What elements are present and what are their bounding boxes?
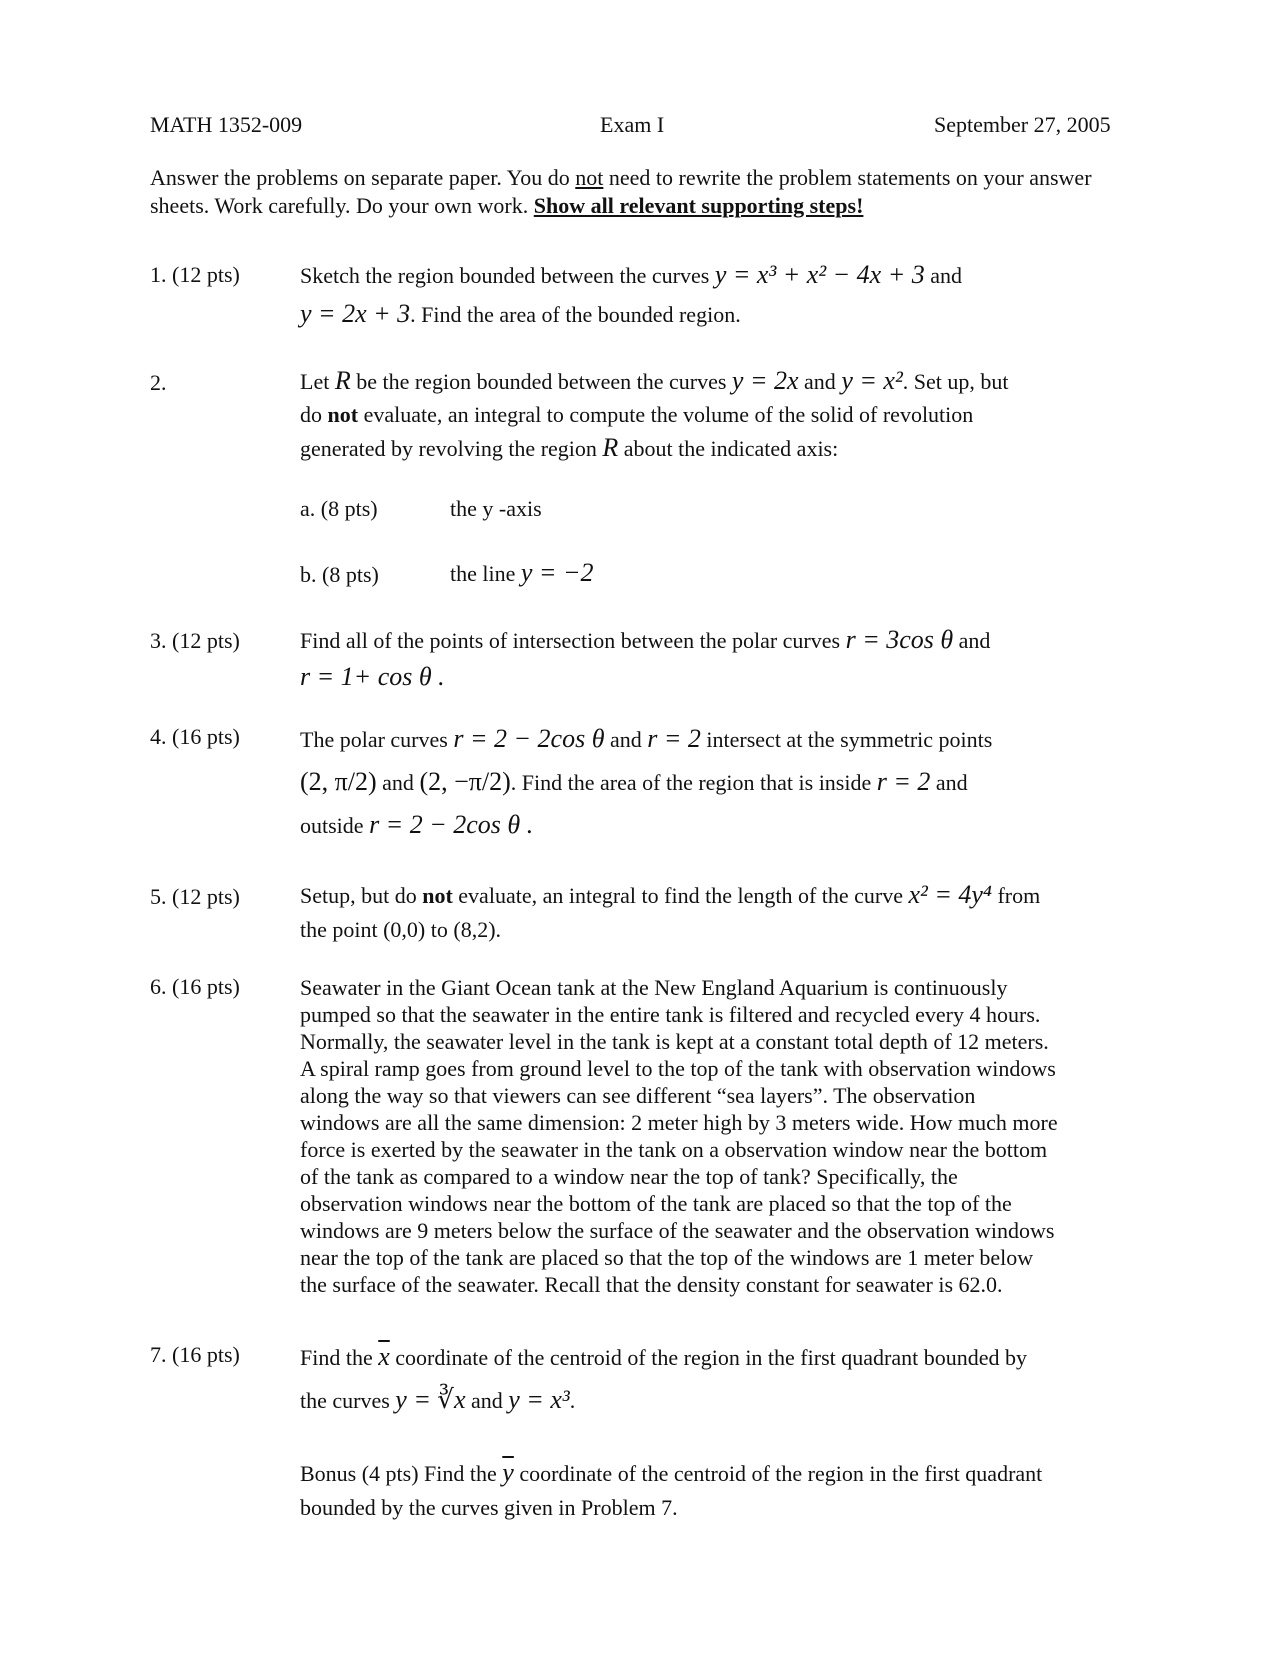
- p4-and: and: [609, 727, 642, 752]
- instructions-text-2: need to rewrite the problem statements on your answer sheets. Work carefully. Do your own work.: [150, 165, 1092, 218]
- problem-3-label: 3. (12 pts): [150, 628, 240, 653]
- instructions-not: not: [575, 165, 604, 190]
- p4-and3: and: [935, 770, 968, 795]
- p2-t5: evaluate, an integral to compute the volume of the solid of revolution: [363, 402, 974, 427]
- p3-eq1: r = 3cos θ: [845, 625, 954, 654]
- p6-line: of the tank as compared to a window near the top of tank? Specifically, the: [300, 1164, 958, 1189]
- p2-t2: be the region bounded between the curves: [356, 369, 727, 394]
- instructions-emphasis: Show all relevant supporting steps!: [533, 193, 864, 218]
- p5-t1: Setup, but do: [300, 883, 417, 908]
- p6-line: force is exerted by the seawater in the tank on a observation window near the bottom: [300, 1137, 1048, 1162]
- p3-and: and: [958, 628, 991, 653]
- p1-line2: . Find the area of the bounded region.: [410, 302, 741, 327]
- p2-t4: do: [300, 402, 322, 427]
- bonus-text: [300, 1456, 1130, 1525]
- problem-6-text: [300, 974, 1160, 1298]
- p1-eq1: y = x³ + x² − 4x + 3: [714, 260, 925, 289]
- p2-not: not: [327, 402, 359, 427]
- p2-a-label: a. (8 pts): [300, 496, 378, 521]
- p2-t6: generated by revolving the region: [300, 436, 597, 461]
- p5-t2: evaluate, an integral to find the length of the curve: [458, 883, 904, 908]
- p2-b-text: [450, 558, 594, 588]
- p6-line: Normally, the seawater level in the tank is kept at a constant total depth of 12 meters.: [300, 1029, 1049, 1054]
- p5-not: not: [422, 883, 453, 908]
- problem-2-label: 2.: [150, 370, 167, 395]
- p7-t4: .: [569, 1388, 576, 1413]
- problem-5-text: [300, 878, 1130, 947]
- problem-7-text: [300, 1336, 1130, 1422]
- p6-line: windows are 9 meters below the surface of the seawater and the observation windows: [300, 1218, 1055, 1243]
- p1-and: and: [930, 263, 963, 288]
- p4-eq4: r = 2 − 2cos θ .: [369, 810, 534, 839]
- exam-date: September 27, 2005: [934, 112, 1111, 137]
- p1-line1: Sketch the region bounded between the curves: [300, 263, 710, 288]
- p7-and: and: [471, 1388, 503, 1413]
- p5-t4: the point (0,0) to (8,2).: [300, 917, 502, 942]
- bonus-t1: Bonus (4 pts) Find the: [300, 1461, 497, 1486]
- instructions: [150, 164, 1130, 220]
- p4-eq1: r = 2 − 2cos θ: [453, 724, 605, 753]
- exam-title: Exam I: [600, 112, 665, 137]
- instructions-text-1: Answer the problems on separate paper. You do: [150, 165, 576, 190]
- problem-3-text: [300, 622, 1130, 696]
- p2-b-line: the line: [450, 561, 516, 586]
- p3-t1: Find all of the points of intersection between the polar curves: [300, 628, 841, 653]
- problem-4-label: 4. (16 pts): [150, 724, 240, 749]
- p7-t2: coordinate of the centroid of the region in the first quadrant bounded by: [395, 1345, 1027, 1370]
- p7-t1: Find the: [300, 1345, 373, 1370]
- p7-t3: the curves: [300, 1388, 390, 1413]
- problem-4-text: [300, 718, 1130, 847]
- p6-line: Seawater in the Giant Ocean tank at the New England Aquarium is continuously: [300, 975, 1008, 1000]
- problem-1-text: [300, 256, 1130, 334]
- p4-t3: . Find the area of the region that is inside: [510, 770, 872, 795]
- p4-t1: The polar curves: [300, 727, 448, 752]
- bonus-t3: bounded by the curves given in Problem 7.: [300, 1495, 678, 1520]
- p6-line: near the top of the tank are placed so that the top of the windows are 1 meter below: [300, 1245, 1034, 1270]
- course-number: MATH 1352-009: [150, 112, 303, 137]
- p2-t7: about the indicated axis:: [623, 436, 839, 461]
- p2-t3: . Set up, but: [902, 369, 1009, 394]
- p4-point1: (2, π/2): [300, 767, 377, 796]
- p4-t4: outside: [300, 813, 364, 838]
- p2-and: and: [804, 369, 836, 394]
- p6-line: windows are all the same dimension: 2 meter high by 3 meters wide. How much more: [300, 1110, 1058, 1135]
- bonus-t2: coordinate of the centroid of the region in the first quadrant: [519, 1461, 1043, 1486]
- p4-and2: and: [382, 770, 414, 795]
- p2-b-eq: y = −2: [520, 558, 594, 587]
- p6-line: along the way so that viewers can see different “sea layers”. The observation: [300, 1083, 976, 1108]
- problem-5-label: 5. (12 pts): [150, 884, 240, 909]
- p6-line: A spiral ramp goes from ground level to the top of the tank with observation windows: [300, 1056, 1056, 1081]
- p1-eq2: y = 2x + 3: [300, 299, 411, 328]
- bonus-ybar: $\overline{y}$: [502, 1458, 514, 1487]
- p7-eq2: y = x³: [508, 1385, 570, 1414]
- problem-1-label: 1. (12 pts): [150, 262, 240, 287]
- p2-a-text: the y -axis: [450, 496, 542, 521]
- p6-line: observation windows near the bottom of the tank are placed so that the top of the: [300, 1191, 1012, 1216]
- p2-R: R: [334, 366, 351, 395]
- problem-2-text: [300, 364, 1130, 465]
- p4-eq3: r = 2: [876, 767, 931, 796]
- p7-eq1: y = ∛x: [395, 1385, 466, 1414]
- p4-point2: (2, −π/2): [419, 767, 511, 796]
- p2-R2: R: [602, 433, 619, 462]
- p2-eq1: y = 2x: [731, 366, 799, 395]
- p6-line: pumped so that the seawater in the entire tank is filtered and recycled every 4 hours.: [300, 1002, 1041, 1027]
- p3-eq2: r = 1+ cos θ .: [300, 662, 445, 691]
- p5-t3: from: [997, 883, 1041, 908]
- problem-7-label: 7. (16 pts): [150, 1342, 240, 1367]
- p4-eq2: r = 2: [647, 724, 701, 753]
- p2-t1: Let: [300, 369, 330, 394]
- p7-xbar: $\overline{x}$: [378, 1342, 390, 1371]
- p4-t2: intersect at the symmetric points: [706, 727, 993, 752]
- p2-b-label: b. (8 pts): [300, 562, 379, 587]
- p2-eq2: y = x²: [841, 366, 903, 395]
- p6-line: the surface of the seawater. Recall that the density constant for seawater is 62.0.: [300, 1272, 1003, 1297]
- p5-eq: x² = 4y⁴: [908, 880, 992, 909]
- problem-6-label: 6. (16 pts): [150, 974, 240, 999]
